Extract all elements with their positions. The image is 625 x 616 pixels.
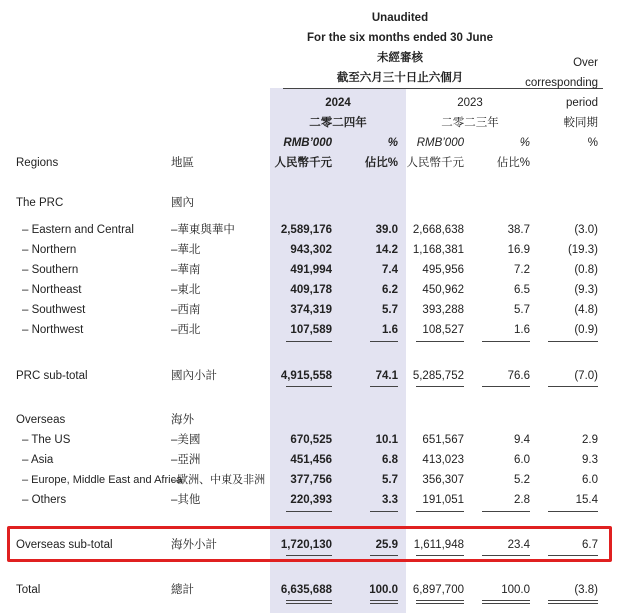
year-2024: 2024 (325, 97, 351, 109)
row-label: PRC sub-total (16, 370, 88, 382)
value-2024: 2,589,176 (280, 224, 332, 236)
subtotal-rule (482, 341, 530, 342)
regions-label-cn: 地區 (171, 157, 194, 169)
change-pct: (0.9) (574, 324, 598, 336)
row-label: Total (16, 584, 41, 596)
row-label: – Others (22, 494, 67, 506)
value-2024: 670,525 (290, 434, 332, 446)
value-2023: 108,527 (422, 324, 464, 336)
change-pct: (9.3) (574, 284, 598, 296)
pct-2024-label-cn: 佔比% (364, 157, 398, 169)
value-2024: 107,589 (290, 324, 332, 336)
pct-2024: 74.1 (375, 370, 398, 382)
rmb-2024-label-cn: 人民幣千元 (274, 157, 332, 169)
value-2024: 6,635,688 (280, 584, 332, 596)
pct-2023: 5.7 (514, 304, 530, 316)
pct-2024: 100.0 (369, 584, 398, 596)
rmb-2024-label: RMB’000 (283, 137, 332, 149)
section-prc-cn: 國內 (171, 197, 194, 209)
pct-2023-label: % (519, 137, 530, 149)
subtotal-rule (482, 511, 530, 512)
subtotal-rule (548, 341, 598, 342)
value-2023: 450,962 (422, 284, 464, 296)
pct-2024: 5.7 (382, 304, 398, 316)
pct-2023: 100.0 (501, 584, 530, 596)
change-pct: (3.0) (574, 224, 598, 236)
total-double-rule (548, 600, 598, 604)
row-label: – Europe, Middle East and Africa (22, 474, 183, 486)
header-period-cn: 截至六月三十日止六個月 (336, 72, 464, 84)
row-label: – The US (22, 434, 71, 446)
value-2024: 4,915,558 (280, 370, 332, 382)
row-label-cn: –華北 (171, 244, 201, 256)
pct-2023-label-cn: 佔比% (496, 157, 530, 169)
pct-2024: 10.1 (375, 434, 398, 446)
value-2024: 1,720,130 (280, 539, 332, 551)
subtotal-rule (548, 386, 598, 387)
row-label: – Northern (22, 244, 77, 256)
period-label: period (566, 97, 598, 109)
subtotal-rule (286, 386, 332, 387)
row-label-cn: –歐洲、中東及非洲 (171, 474, 266, 486)
row-label-cn: –西北 (171, 324, 201, 336)
pct-2023: 1.6 (514, 324, 530, 336)
header-period: For the six months ended 30 June (307, 32, 493, 44)
subtotal-rule (482, 386, 530, 387)
total-double-rule (370, 600, 398, 604)
year-2023: 2023 (457, 97, 483, 109)
subtotal-rule (370, 511, 398, 512)
value-2023: 413,023 (422, 454, 464, 466)
change-pct: (0.8) (574, 264, 598, 276)
pct-2023: 76.6 (507, 370, 530, 382)
subtotal-rule (370, 386, 398, 387)
row-label: – Asia (22, 454, 54, 466)
subtotal-rule (416, 341, 464, 342)
subtotal-rule (286, 511, 332, 512)
subtotal-rule (416, 511, 464, 512)
corresponding-label: corresponding (525, 77, 598, 89)
row-label-cn: 海外小計 (171, 539, 217, 551)
over-label: Over (573, 57, 598, 69)
total-double-rule (482, 600, 530, 604)
row-label-cn: –美國 (171, 434, 201, 446)
value-2024: 409,178 (290, 284, 332, 296)
change-pct: (7.0) (574, 370, 598, 382)
subtotal-rule (370, 341, 398, 342)
pct-2023: 16.9 (507, 244, 530, 256)
pct-2024: 25.9 (375, 539, 398, 551)
pct-2024: 3.3 (382, 494, 398, 506)
pct-2024: 6.8 (382, 454, 398, 466)
row-label-cn: –華東與華中 (171, 224, 235, 236)
value-2023: 1,168,381 (412, 244, 464, 256)
pct-2024: 6.2 (382, 284, 398, 296)
total-double-rule (416, 600, 464, 604)
row-label: – Eastern and Central (22, 224, 134, 236)
row-label-cn: 國內小計 (171, 370, 217, 382)
section-overseas-cn: 海外 (171, 414, 194, 426)
subtotal-rule (286, 341, 332, 342)
pct-2023: 5.2 (514, 474, 530, 486)
pct-2024: 1.6 (382, 324, 398, 336)
value-2023: 356,307 (422, 474, 464, 486)
change-pct: (19.3) (567, 244, 598, 256)
regions-label: Regions (16, 157, 59, 169)
value-2023: 393,288 (422, 304, 464, 316)
value-2024: 374,319 (290, 304, 332, 316)
pct-2024-label: % (387, 137, 398, 149)
total-double-rule (286, 600, 332, 604)
header-unaudited: Unaudited (371, 12, 429, 24)
pct-2023: 38.7 (507, 224, 530, 236)
rmb-2023-label-cn: 人民幣千元 (406, 157, 464, 169)
pct-2024: 14.2 (375, 244, 398, 256)
pct-2023: 2.8 (514, 494, 530, 506)
value-2023: 191,051 (422, 494, 464, 506)
row-label-cn: –亞洲 (171, 454, 201, 466)
row-label-cn: –其他 (171, 494, 201, 506)
subtotal-rule (548, 511, 598, 512)
highlight-box (7, 526, 612, 562)
row-label-cn: –東北 (171, 284, 201, 296)
value-2023: 6,897,700 (412, 584, 464, 596)
period-label-cn: 較同期 (563, 117, 598, 129)
row-label: – Southwest (22, 304, 86, 316)
row-label: – Northwest (22, 324, 84, 336)
year-2023-cn: 二零二三年 (441, 117, 499, 129)
section-overseas: Overseas (16, 414, 66, 426)
value-2023: 2,668,638 (412, 224, 464, 236)
change-pct-label: % (587, 137, 598, 149)
row-label: – Southern (22, 264, 79, 276)
row-label-cn: –華南 (171, 264, 201, 276)
row-label: Overseas sub-total (16, 539, 113, 551)
row-label-cn: –西南 (171, 304, 201, 316)
value-2023: 651,567 (422, 434, 464, 446)
year-2024-cn: 二零二四年 (309, 117, 367, 129)
change-pct: (4.8) (574, 304, 598, 316)
value-2023: 5,285,752 (412, 370, 464, 382)
pct-2023: 6.0 (514, 454, 530, 466)
header-unaudited-cn: 未經審核 (377, 52, 423, 64)
pct-2024: 39.0 (375, 224, 398, 236)
pct-2024: 7.4 (382, 264, 398, 276)
change-pct: 15.4 (575, 494, 598, 506)
pct-2023: 9.4 (514, 434, 530, 446)
row-label-cn: 總計 (171, 584, 194, 596)
subtotal-rule (416, 386, 464, 387)
value-2024: 491,994 (290, 264, 332, 276)
pct-2023: 6.5 (514, 284, 530, 296)
change-pct: 9.3 (582, 454, 598, 466)
value-2024: 451,456 (290, 454, 332, 466)
row-label: – Northeast (22, 284, 82, 296)
pct-2024: 5.7 (382, 474, 398, 486)
value-2024: 377,756 (290, 474, 332, 486)
pct-2023: 7.2 (514, 264, 530, 276)
change-pct: 2.9 (582, 434, 598, 446)
change-pct: 6.7 (582, 539, 598, 551)
pct-2023: 23.4 (507, 539, 530, 551)
rmb-2023-label: RMB’000 (416, 137, 464, 149)
value-2024: 943,302 (290, 244, 332, 256)
section-prc: The PRC (16, 197, 64, 209)
change-pct: (3.8) (574, 584, 598, 596)
value-2023: 1,611,948 (413, 539, 464, 551)
value-2024: 220,393 (290, 494, 332, 506)
change-pct: 6.0 (582, 474, 598, 486)
value-2023: 495,956 (422, 264, 464, 276)
